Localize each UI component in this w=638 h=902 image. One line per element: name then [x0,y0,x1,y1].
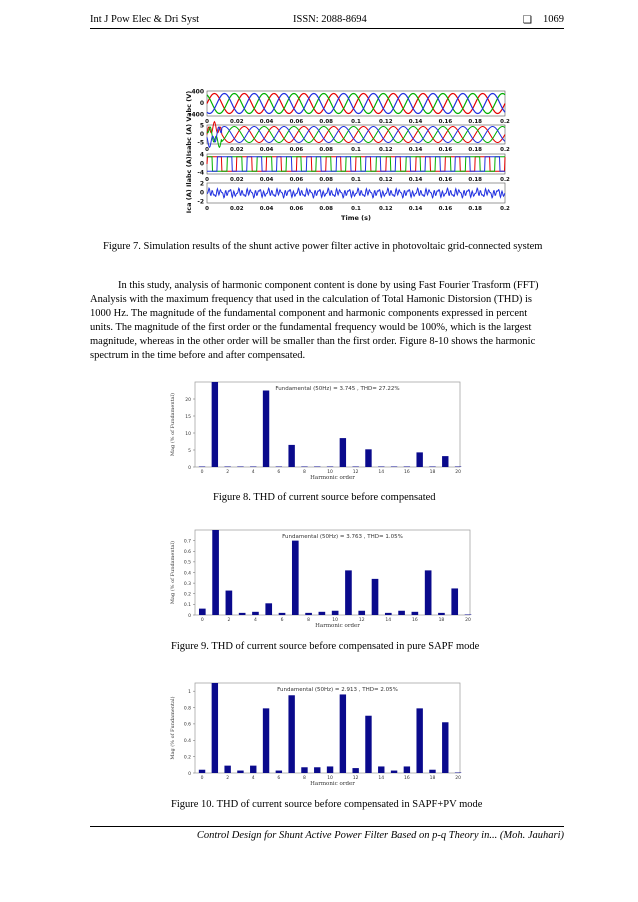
bar-harmonic-16 [404,467,410,468]
bar-harmonic-11 [345,570,352,615]
bar-harmonic-5 [265,603,272,615]
y-tick-label: -5 [197,139,204,147]
y-tick-label: 400 [191,88,204,96]
x-tick-label: 4 [254,618,257,623]
x-tick-label: 20 [465,618,471,623]
y-tick-label: 15 [185,414,191,420]
y-tick-label: 0 [188,465,191,471]
x-axis-label: Harmonic order [315,623,360,629]
bar-harmonic-20 [455,467,461,468]
paragraph-line: magnitude, whereas in the other order will be smaller than the first order. Figure 8-10 shows the harmonic [90,336,536,347]
y-axis-label: Ica (A) Ilabc (A)Isabc (A) Vabc (V) [185,90,193,214]
x-tick-label: 18 [429,776,436,781]
y-tick-label: 0 [199,131,204,138]
x-tick-label: 0.08 [319,119,333,125]
x-tick-label: 0.06 [289,119,304,125]
bar-harmonic-9 [314,767,320,773]
bar-harmonic-14 [378,766,384,773]
x-tick-label: 0.08 [319,147,333,153]
bar-harmonic-16 [404,766,410,773]
x-axis-label: Time (s) [341,214,371,222]
y-tick-label: -400 [188,111,204,119]
x-tick-label: 0 [205,177,209,183]
x-tick-label: 10 [332,618,339,623]
y-tick-label: 0.5 [183,560,191,566]
x-tick-label: 6 [280,618,284,623]
bar-harmonic-15 [391,771,397,773]
y-tick-label: 0 [188,613,191,619]
x-tick-label: 0.02 [230,147,244,153]
bar-harmonic-4 [252,612,259,615]
bar-harmonic-4 [250,467,256,468]
bar-harmonic-10 [332,611,339,615]
y-tick-label: 5 [199,122,204,130]
x-axis-label: Harmonic order [310,781,355,787]
y-tick-label: 5 [188,448,191,454]
paragraph-line: units. The magnitude of the first order or the fundamental frequency would be 100%, which is the largest [90,322,532,333]
x-tick-label: 0.18 [468,119,482,125]
figure-8-caption: Figure 8. THD of current source before compensated [213,492,436,503]
square-bullet-icon: ❏ [522,15,532,26]
bar-harmonic-12 [352,768,358,773]
x-tick-label: 0.14 [408,206,423,212]
x-tick-label: 0.02 [230,119,244,125]
x-tick-label: 20 [455,470,461,475]
bar-harmonic-14 [385,613,392,615]
x-tick-label: 0.06 [289,206,304,212]
x-tick-label: 0.02 [230,177,244,183]
chart-title: Fundamental (50Hz) = 3.763 , THD= 1.05% [282,534,403,540]
figure-7-caption: Figure 7. Simulation results of the shunt active power filter active in photovoltaic grid-connected system [103,241,543,252]
x-tick-label: 0.1 [351,147,361,153]
y-tick-label: 0.6 [183,722,191,728]
figure-8-chart [160,374,470,486]
bar-harmonic-19 [442,456,448,467]
x-tick-label: 0 [205,147,209,153]
bar-harmonic-10 [327,766,333,773]
paragraph-line: spectrum in the time before and after compensated. [90,350,306,361]
x-tick-label: 14 [378,470,385,475]
y-axis-label: Mag (% of Fundamental) [170,696,176,760]
x-tick-label: 12 [358,618,365,623]
bar-harmonic-9 [314,467,320,468]
footer-text: Control Design for Shunt Active Power Filter Based on p-q Theory in... (Moh. Jauhari) [196,830,564,841]
y-tick-label: 20 [185,397,191,403]
x-tick-label: 16 [404,776,410,781]
x-tick-label: 0.18 [468,206,482,212]
x-tick-label: 4 [251,470,255,475]
x-tick-label: 0.16 [438,177,453,183]
bar-harmonic-0 [199,609,206,615]
x-tick-label: 0.12 [379,206,393,212]
bar-harmonic-13 [365,716,371,773]
issn: ISSN: 2088-8694 [293,14,367,25]
x-tick-label: 0 [200,618,204,623]
page-number: 1069 [543,14,564,25]
bar-harmonic-19 [451,588,458,615]
x-tick-label: 0.14 [408,177,423,183]
page-footer [90,826,564,841]
y-tick-label: 0.2 [183,755,191,761]
paragraph-line: Analysis with the maximum frequency that used in the calculation of Total Hamonic Distorsion (THD) is [90,294,533,305]
y-tick-label: 0 [199,100,204,107]
y-tick-label: 0.1 [183,603,191,609]
bar-harmonic-11 [340,694,346,773]
bar-harmonic-5 [263,708,269,773]
bar-harmonic-4 [250,766,256,773]
x-tick-label: 8 [303,776,306,781]
bar-harmonic-17 [425,570,432,615]
bar-harmonic-8 [301,467,307,468]
bar-harmonic-3 [237,467,243,468]
y-tick-label: 4 [199,151,204,159]
x-tick-label: 12 [352,776,359,781]
bar-harmonic-20 [465,615,472,616]
chart-title: Fundamental (50Hz) = 2.913 , THD= 2.05% [277,687,398,693]
bar-harmonic-17 [416,708,422,773]
y-tick-label: 0.8 [183,706,191,712]
y-axis-label: Mag (% of Fundamental) [170,392,176,457]
x-tick-label: 0.16 [438,147,453,153]
x-tick-label: 0.18 [468,177,482,183]
y-tick-label: 0.4 [183,739,191,745]
bar-harmonic-13 [372,579,379,615]
x-tick-label: 2 [226,470,230,475]
y-axis-label: Mag (% of Fundamental) [170,540,176,605]
x-tick-label: 0.1 [351,177,361,183]
journal-name: Int J Pow Elec & Dri Syst [90,14,200,25]
chart-title: Fundamental (50Hz) = 3.745 , THD= 27.22% [275,386,400,392]
bar-harmonic-2 [224,467,230,468]
y-tick-label: 0 [199,160,204,168]
bar-harmonic-10 [327,467,333,468]
bar-harmonic-5 [263,391,269,468]
x-tick-label: 0 [200,470,204,475]
x-tick-label: 0.06 [289,147,304,153]
x-tick-label: 0.12 [379,177,393,183]
figure-10-chart [160,675,470,792]
page-header [90,14,564,29]
x-tick-label: 4 [251,776,255,781]
bar-harmonic-8 [305,613,312,615]
bar-harmonic-1 [212,530,219,615]
bar-harmonic-7 [288,445,294,467]
bar-harmonic-14 [378,467,384,468]
x-tick-label: 0 [205,119,209,125]
figure-9-chart [160,522,480,634]
bar-harmonic-9 [319,612,326,615]
x-tick-label: 0.12 [379,147,393,153]
bar-harmonic-3 [237,771,243,773]
x-tick-label: 0.04 [259,147,274,153]
figure-7-waveforms [175,86,515,226]
waveform-trace [207,157,505,171]
bar-harmonic-18 [429,467,435,468]
x-tick-label: 6 [277,470,281,475]
x-tick-label: 18 [429,470,436,475]
bar-harmonic-18 [438,613,445,615]
y-tick-label: 0.7 [183,539,191,545]
x-tick-label: 10 [327,776,333,781]
x-tick-label: 16 [411,618,418,623]
figure-9-caption: Figure 9. THD of current source before compensated in pure SAPF mode [171,641,480,652]
bar-harmonic-6 [276,467,282,468]
x-tick-label: 0.04 [259,177,274,183]
paragraph-line: In this study, analysis of harmonic component content is done by using Fast Fourier Trasform (FFT) [118,280,539,291]
bar-harmonic-18 [429,770,435,773]
x-tick-label: 0 [200,776,204,781]
x-tick-label: 0.18 [468,147,482,153]
y-tick-label: 0.4 [183,571,191,577]
bar-harmonic-12 [352,467,358,468]
x-tick-label: 0.08 [319,177,333,183]
bar-harmonic-1 [212,382,218,467]
y-tick-label: 2 [199,180,204,188]
bar-harmonic-16 [412,612,419,615]
x-tick-label: 20 [455,776,461,781]
figure-10-caption: Figure 10. THD of current source before compensated in SAPF+PV mode [171,799,483,810]
y-tick-label: 0 [199,189,204,197]
bar-harmonic-15 [391,467,397,468]
bar-harmonic-6 [276,771,282,773]
y-tick-label: 0 [188,771,191,777]
x-tick-label: 0.16 [438,206,453,212]
bar-harmonic-2 [224,766,230,773]
y-tick-label: -2 [197,198,204,206]
x-tick-label: 0.16 [438,119,453,125]
x-tick-label: 0.14 [408,147,423,153]
bar-harmonic-20 [455,773,461,774]
x-tick-label: 12 [352,470,359,475]
y-tick-label: 0.3 [183,581,191,587]
x-tick-label: 2 [227,618,231,623]
x-tick-label: 0.02 [230,206,244,212]
x-tick-label: 0.08 [319,206,333,212]
bar-harmonic-0 [199,770,205,773]
bar-harmonic-15 [398,611,405,615]
x-tick-label: 2 [226,776,230,781]
bar-harmonic-12 [358,611,365,615]
bar-harmonic-0 [199,467,205,468]
bar-harmonic-13 [365,449,371,467]
x-tick-label: 18 [438,618,445,623]
x-tick-label: 0.12 [379,119,393,125]
x-tick-label: 0.1 [351,206,361,212]
x-tick-label: 0.2 [500,119,510,125]
x-tick-label: 14 [385,618,392,623]
x-tick-label: 8 [303,470,306,475]
x-tick-label: 0.2 [500,147,510,153]
y-tick-label: 1 [188,689,191,695]
x-tick-label: 0.2 [500,206,510,212]
bar-harmonic-19 [442,722,448,773]
x-tick-label: 0.14 [408,119,423,125]
bar-harmonic-17 [416,452,422,467]
x-tick-label: 0.1 [351,119,361,125]
x-tick-label: 0 [205,206,209,212]
x-tick-label: 16 [404,470,410,475]
y-tick-label: 10 [185,431,191,437]
x-tick-label: 0.04 [259,119,274,125]
x-tick-label: 0.2 [500,177,510,183]
y-tick-label: 0.2 [183,592,191,598]
x-tick-label: 6 [277,776,281,781]
x-tick-label: 8 [307,618,311,623]
x-axis-label: Harmonic order [310,475,355,481]
bar-harmonic-1 [212,683,218,773]
x-tick-label: 14 [378,776,385,781]
bar-harmonic-11 [340,438,346,467]
bar-harmonic-6 [279,613,286,615]
y-tick-label: -4 [197,169,204,177]
bar-harmonic-3 [239,613,246,615]
bar-harmonic-7 [288,695,294,773]
bar-harmonic-2 [226,591,233,615]
x-tick-label: 0.04 [259,206,274,212]
y-tick-label: 0.6 [183,550,191,556]
bar-harmonic-8 [301,767,307,773]
paragraph-line: 1000 Hz. The magnitude of the fundamental component and harmonic components expressed in percent [90,308,528,319]
x-tick-label: 0.06 [289,177,304,183]
bar-harmonic-7 [292,541,299,615]
x-tick-label: 10 [327,470,333,475]
